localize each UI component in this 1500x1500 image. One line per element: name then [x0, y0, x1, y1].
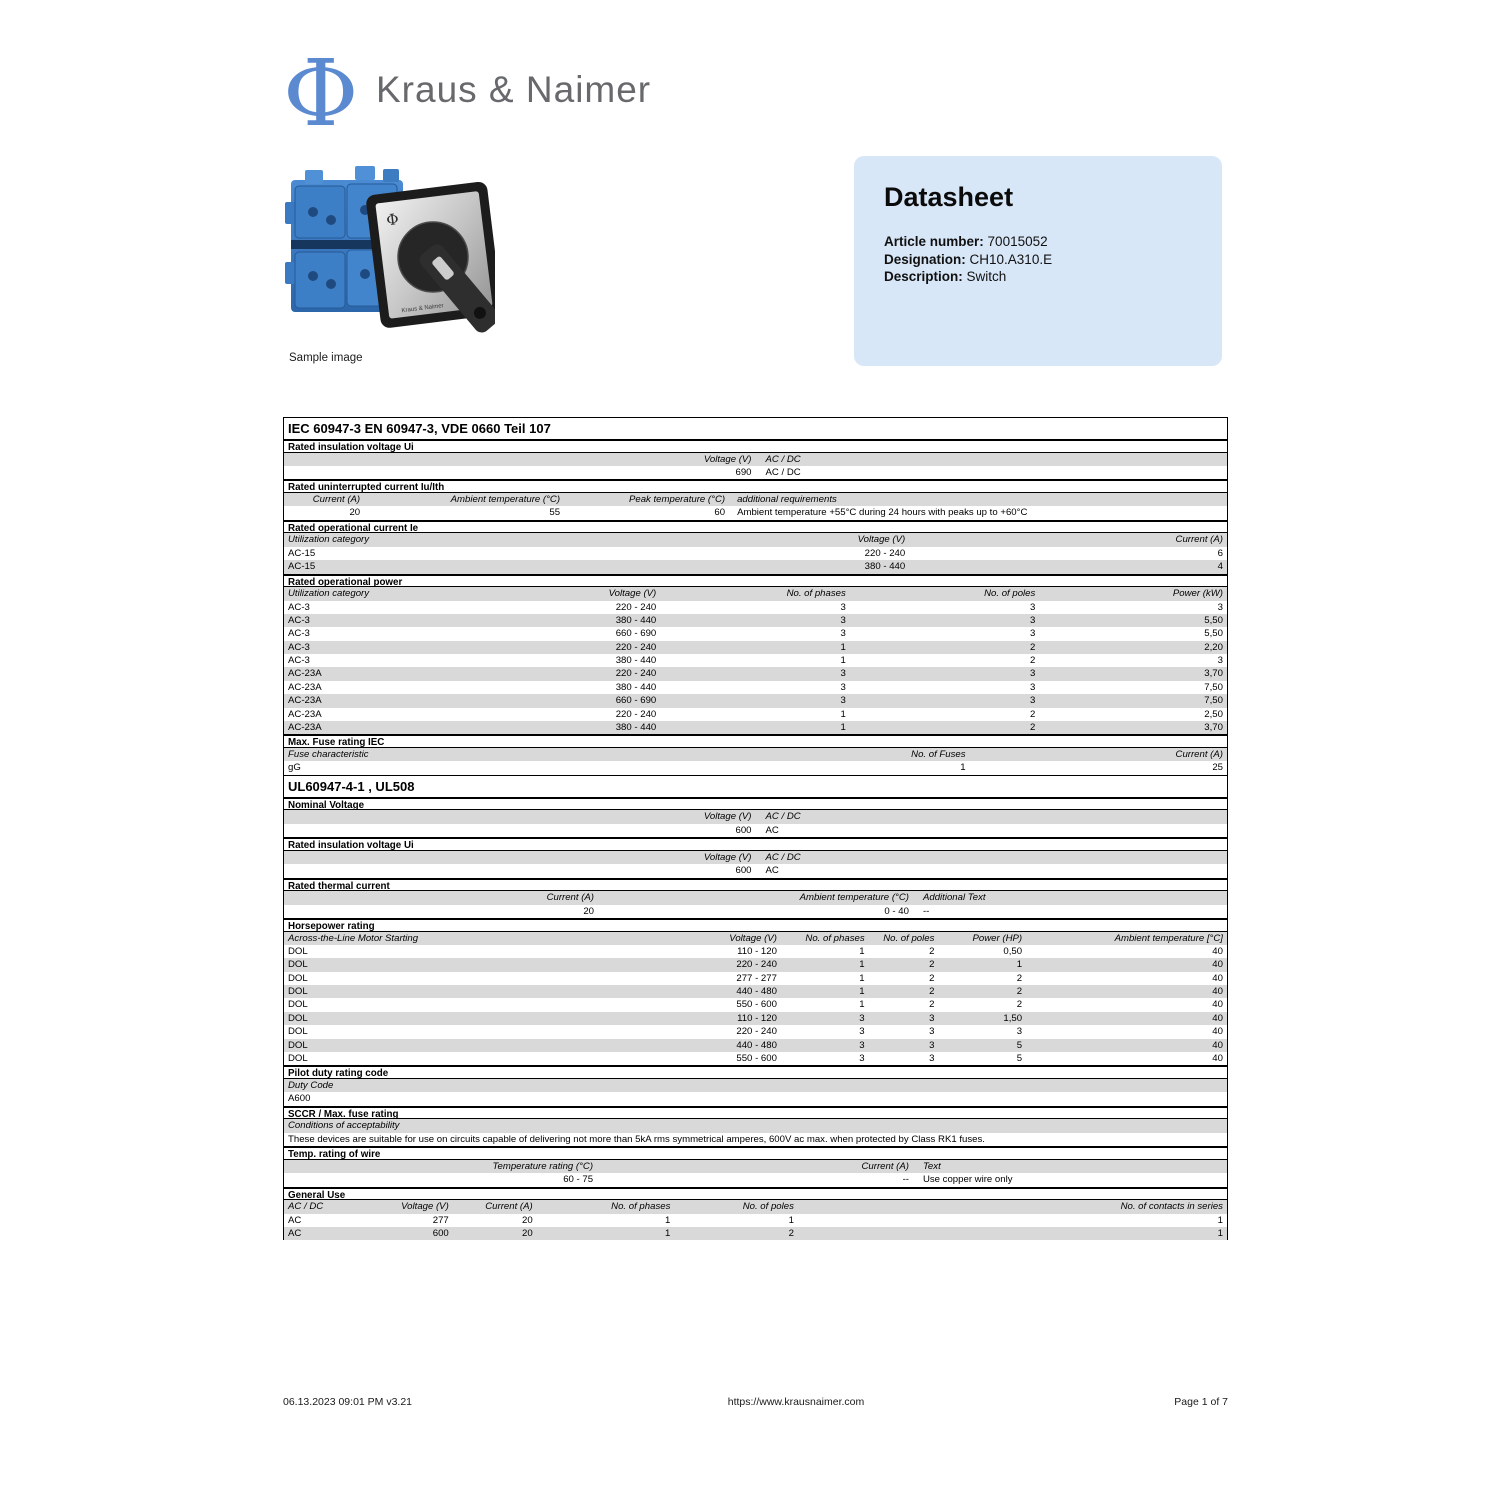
table-cell: 20: [349, 507, 361, 519]
table-row: [284, 1214, 1227, 1227]
table-cell: Duty Code: [288, 1080, 334, 1091]
table-cell: No. of poles: [984, 588, 1036, 600]
table-cell: Voltage (V): [857, 534, 906, 546]
table-cell: 220 - 240: [736, 1026, 777, 1038]
table-cell: 2: [1016, 986, 1023, 998]
table-cell: 40: [1212, 1012, 1223, 1024]
table-cell: Current (A): [312, 493, 361, 505]
table-row: [284, 864, 1227, 877]
table-row: [284, 972, 1227, 985]
spec-table: [283, 417, 1228, 1240]
table-cell: Voltage (V): [401, 1201, 449, 1213]
table-cell: 2: [929, 959, 935, 971]
table-cell: DOL: [288, 1039, 308, 1051]
table-section-header: Pilot duty rating code: [284, 1065, 1227, 1079]
article-number-label: Article number:: [884, 234, 984, 249]
table-row: [284, 627, 1227, 640]
table-row: [284, 560, 1227, 573]
table-cell: 220 - 240: [615, 708, 657, 720]
table-cell: 1: [840, 708, 846, 720]
table-cell: Temperature rating (°C): [492, 1160, 594, 1172]
table-section-header: Rated operational current Ie: [284, 520, 1227, 534]
table-row: [284, 654, 1227, 667]
table-cell: 40: [1212, 1053, 1223, 1065]
table-cell: 6: [1217, 547, 1223, 559]
table-cell: 1: [840, 655, 846, 667]
table-cell: 380 - 440: [615, 614, 657, 626]
table-cell: 7,50: [1204, 695, 1223, 707]
product-image: [283, 160, 495, 352]
description-row: [884, 268, 1052, 286]
table-column-header-row: [284, 587, 1227, 600]
footer-url: https://www.krausnaimer.com: [727, 1396, 865, 1408]
table-cell: 1: [1016, 959, 1023, 971]
table-cell: Utilization category: [288, 534, 370, 546]
table-cell: AC-23A: [288, 722, 322, 734]
table-cell: 0 - 40: [884, 905, 909, 917]
table-cell: 3: [840, 681, 846, 693]
table-cell: AC: [288, 1227, 302, 1239]
table-cell: Current (A): [1175, 534, 1223, 546]
table-cell: 5: [1016, 1039, 1023, 1051]
table-cell: AC-23A: [288, 681, 322, 693]
table-cell: 60 - 75: [563, 1174, 594, 1186]
table-cell: 2: [1016, 999, 1023, 1011]
table-cell: DOL: [288, 959, 308, 971]
table-row: [284, 667, 1227, 680]
table-row: [284, 601, 1227, 614]
table-cell: 3: [840, 668, 846, 680]
table-cell: DOL: [288, 1053, 308, 1065]
table-cell: 40: [1212, 959, 1223, 971]
table-cell: 660 - 690: [615, 628, 657, 640]
table-cell: AC-3: [288, 628, 310, 640]
table-cell: 1: [1217, 1227, 1223, 1239]
article-number-row: [884, 233, 1052, 251]
table-cell: 55: [549, 507, 561, 519]
table-cell: 110 - 120: [737, 945, 777, 957]
table-cell: 2: [1016, 972, 1023, 984]
table-row: [284, 945, 1227, 958]
table-row: [284, 681, 1227, 694]
table-cell: 380 - 440: [615, 722, 657, 734]
table-row: [284, 547, 1227, 560]
table-cell: gG: [288, 762, 301, 774]
table-row: [284, 641, 1227, 654]
table-cell: DOL: [288, 986, 308, 998]
table-cell: 5,50: [1204, 628, 1223, 640]
table-cell: 1: [960, 762, 966, 774]
table-cell: 2: [929, 999, 935, 1011]
table-column-header-row: [284, 1200, 1227, 1213]
table-cell: 1: [859, 999, 865, 1011]
table-column-header-row: [284, 891, 1227, 904]
table-cell: No. of poles: [742, 1201, 794, 1213]
table-cell: Use copper wire only: [922, 1174, 1013, 1186]
table-cell: 3: [929, 1053, 935, 1065]
table-cell: 660 - 690: [615, 695, 657, 707]
table-cell: 20: [522, 1214, 533, 1226]
description-label: Description:: [884, 269, 963, 285]
table-cell: additional requirements: [737, 493, 837, 505]
table-cell: Fuse characteristic: [288, 749, 369, 760]
table-cell: AC-23A: [288, 668, 322, 680]
table-row: [284, 466, 1227, 479]
table-cell: 40: [1212, 1026, 1223, 1038]
table-cell: 3: [859, 1012, 865, 1024]
table-cell: 600: [735, 865, 752, 877]
table-cell: 3: [840, 601, 846, 613]
table-cell: 2: [1029, 641, 1036, 653]
table-cell: Additional Text: [922, 892, 986, 904]
table-cell: 3: [1029, 614, 1036, 626]
table-cell: AC-23A: [288, 695, 322, 707]
article-number-value: 70015052: [987, 234, 1048, 249]
table-section-header: Max. Fuse rating IEC: [284, 734, 1227, 748]
table-cell: AC-3: [288, 614, 310, 626]
table-column-header-row: [284, 533, 1227, 546]
table-section-header: Rated insulation voltage Ui: [284, 837, 1227, 851]
table-cell: 3: [840, 628, 846, 640]
table-cell: --: [922, 905, 930, 917]
table-cell: AC: [765, 865, 779, 877]
table-section-header: Rated uninterrupted current Iu/Ith: [284, 479, 1227, 493]
table-title: UL60947-4-1 , UL508: [284, 775, 1227, 797]
table-cell: AC-15: [288, 547, 316, 559]
table-column-header-row: [284, 748, 1227, 761]
table-section-header: Temp. rating of wire: [284, 1146, 1227, 1160]
switch-illustration: [283, 160, 495, 352]
table-cell: Ambient temperature (°C): [799, 892, 909, 904]
table-cell: Power (kW): [1172, 588, 1223, 600]
table-cell: 3: [929, 1039, 935, 1051]
table-cell: A600: [288, 1093, 311, 1105]
table-row: [284, 708, 1227, 721]
table-cell: 3: [859, 1039, 865, 1051]
table-cell: 3: [840, 614, 846, 626]
table-cell: Ambient temperature [°C]: [1114, 932, 1223, 944]
table-cell: 3: [929, 1012, 935, 1024]
table-row: [284, 1025, 1227, 1038]
table-row: [284, 958, 1227, 971]
table-section-header: Rated thermal current: [284, 878, 1227, 892]
kraus-naimer-phi-logo-icon: Φ: [283, 40, 359, 147]
designation-row: [884, 251, 1052, 269]
table-cell: 7,50: [1204, 681, 1223, 693]
table-row: [284, 614, 1227, 627]
table-cell: 2: [929, 986, 935, 998]
svg-text:Φ: Φ: [385, 209, 400, 230]
table-cell: 3: [1029, 695, 1036, 707]
table-column-header-row: [284, 1079, 1227, 1092]
table-cell: Power (HP): [972, 932, 1023, 944]
table-cell: AC-3: [288, 601, 310, 613]
table-cell: 220 - 240: [615, 601, 657, 613]
table-row: [284, 998, 1227, 1011]
table-cell: 220 - 240: [736, 959, 777, 971]
table-section-header: Nominal Voltage: [284, 797, 1227, 811]
table-cell: 2: [929, 972, 935, 984]
table-cell: AC / DC: [765, 453, 801, 465]
table-cell: Voltage (V): [608, 588, 657, 600]
table-cell: 4: [1217, 561, 1223, 573]
table-cell: 40: [1212, 986, 1223, 998]
table-cell: 380 - 440: [864, 561, 906, 573]
table-cell: Voltage (V): [703, 453, 752, 465]
table-column-header-row: [284, 1160, 1227, 1173]
table-column-header-row: [284, 932, 1227, 945]
datasheet-card: [854, 156, 1222, 366]
table-cell: No. of contacts in series: [1120, 1201, 1223, 1213]
footer-date-version: 06.13.2023 09:01 PM v3.21: [283, 1396, 413, 1408]
table-cell: Text: [922, 1160, 941, 1172]
table-cell: No. of phases: [611, 1201, 671, 1213]
table-cell: DOL: [288, 972, 308, 984]
table-cell: 1: [1217, 1214, 1223, 1226]
table-cell: 0,50: [1003, 945, 1023, 957]
table-cell: No. of phases: [786, 588, 846, 600]
table-cell: 2: [1029, 722, 1036, 734]
table-cell: 550 - 600: [736, 1053, 777, 1065]
page-footer: [283, 1396, 1228, 1412]
table-row: [284, 1092, 1227, 1105]
table-cell: AC-15: [288, 561, 316, 573]
table-cell: AC-23A: [288, 708, 322, 720]
table-section-header: Rated insulation voltage Ui: [284, 439, 1227, 453]
table-row: [284, 905, 1227, 918]
table-cell: 1: [859, 945, 865, 957]
table-cell: 2: [929, 945, 935, 957]
table-cell: 1: [859, 972, 865, 984]
designation-value: CH10.A310.E: [969, 251, 1053, 267]
table-cell: Across-the-Line Motor Starting: [288, 932, 419, 944]
table-cell: 5,50: [1204, 614, 1223, 626]
table-cell: 25: [1212, 762, 1223, 774]
table-cell: AC-3: [288, 641, 310, 653]
table-cell: 40: [1212, 972, 1223, 984]
table-cell: 1: [859, 959, 865, 971]
table-cell: These devices are suitable for use on circuits capable of delivering not more than 5kA rms symmetrical amperes, 600V ac max. when protected by Class RK1 fuses.: [288, 1133, 985, 1145]
datasheet-card-fields: [884, 233, 1052, 286]
table-cell: 40: [1212, 1039, 1223, 1051]
table-row: [284, 694, 1227, 707]
table-cell: 3,70: [1204, 722, 1223, 734]
table-cell: 380 - 440: [615, 681, 657, 693]
table-cell: 40: [1212, 945, 1223, 957]
table-column-header-row: [284, 851, 1227, 864]
table-cell: 277: [432, 1214, 449, 1226]
table-cell: 600: [735, 824, 752, 836]
table-cell: 5: [1016, 1053, 1023, 1065]
table-column-header-row: [284, 493, 1227, 506]
table-cell: 2,50: [1204, 708, 1223, 720]
table-cell: 60: [714, 507, 726, 519]
table-cell: 2: [1029, 708, 1036, 720]
table-cell: 440 - 480: [736, 986, 777, 998]
table-cell: Current (A): [546, 892, 595, 904]
table-cell: 3: [1029, 628, 1036, 640]
table-cell: Conditions of acceptability: [288, 1120, 400, 1132]
table-row: [284, 1052, 1227, 1065]
table-row: [284, 1227, 1227, 1240]
table-cell: 220 - 240: [615, 641, 657, 653]
table-cell: 20: [522, 1227, 533, 1239]
table-section-header: Rated operational power: [284, 574, 1227, 588]
table-cell: 3: [1217, 601, 1223, 613]
table-row: [284, 1039, 1227, 1052]
table-cell: Current (A): [1175, 749, 1223, 760]
description-value: Switch: [966, 269, 1007, 285]
table-cell: 220 - 240: [615, 668, 657, 680]
table-cell: 2: [1029, 655, 1036, 667]
table-row: [284, 1012, 1227, 1025]
table-cell: Ambient temperature +55°C during 24 hours with peaks up to +60°C: [737, 507, 1028, 519]
table-section-header: General Use: [284, 1187, 1227, 1201]
table-title: IEC 60947-3 EN 60947-3, VDE 0660 Teil 107: [288, 421, 551, 436]
table-cell: No. of phases: [805, 932, 865, 944]
table-cell: 110 - 120: [737, 1012, 777, 1024]
table-cell: 20: [583, 905, 595, 917]
table-cell: 1: [840, 641, 846, 653]
table-cell: Utilization category: [288, 588, 370, 600]
table-cell: 380 - 440: [615, 655, 657, 667]
table-cell: AC / DC: [765, 851, 801, 863]
table-cell: 3: [929, 1026, 935, 1038]
table-column-header-row: [284, 1119, 1227, 1132]
table-cell: 1: [788, 1214, 794, 1226]
table-cell: DOL: [288, 1026, 308, 1038]
table-column-header-row: [284, 453, 1227, 466]
table-row: [284, 824, 1227, 837]
table-cell: 277 - 277: [736, 972, 777, 984]
table-cell: 600: [432, 1227, 449, 1239]
table-cell: 440 - 480: [736, 1039, 777, 1051]
table-cell: Voltage (V): [703, 851, 752, 863]
footer-page-number: Page 1 of 7: [1174, 1396, 1228, 1408]
table-cell: AC / DC: [765, 466, 801, 478]
table-cell: 1,50: [1003, 1012, 1023, 1024]
table-cell: 3: [1029, 601, 1036, 613]
table-column-header-row: [284, 810, 1227, 823]
table-section-header: SCCR / Max. fuse rating: [284, 1106, 1227, 1120]
table-cell: 1: [859, 986, 865, 998]
table-cell: 690: [735, 466, 752, 478]
table-cell: 3: [859, 1053, 865, 1065]
datasheet-card-title: Datasheet: [884, 182, 1014, 212]
table-cell: No. of poles: [883, 932, 935, 944]
table-cell: 2: [788, 1227, 794, 1239]
table-cell: Current (A): [485, 1201, 533, 1213]
table-cell: 3: [1029, 668, 1036, 680]
table-cell: 1: [665, 1227, 671, 1239]
table-section-header: Horsepower rating: [284, 918, 1227, 932]
table-cell: AC: [288, 1214, 302, 1226]
table-cell: Voltage (V): [703, 811, 752, 823]
table-cell: 550 - 600: [736, 999, 777, 1011]
table-row: [284, 721, 1227, 734]
table-cell: 3,70: [1204, 668, 1223, 680]
table-cell: 2,20: [1204, 641, 1223, 653]
svg-text:Kraus & Naimer: Kraus & Naimer: [401, 303, 445, 315]
table-row: [284, 506, 1227, 519]
table-row: [284, 985, 1227, 998]
table-cell: 1: [665, 1214, 671, 1226]
table-cell: 3: [859, 1026, 865, 1038]
table-cell: 220 - 240: [864, 547, 906, 559]
brand-name: Kraus & Naimer: [376, 69, 652, 110]
table-cell: 3: [1029, 681, 1036, 693]
table-cell: DOL: [288, 999, 308, 1011]
table-cell: AC: [765, 824, 779, 836]
table-cell: 3: [1217, 655, 1223, 667]
table-cell: DOL: [288, 945, 308, 957]
table-cell: DOL: [288, 1012, 308, 1024]
designation-label: Designation:: [884, 251, 966, 267]
table-cell: --: [902, 1174, 909, 1186]
table-row: [284, 1133, 1227, 1146]
table-cell: AC / DC: [288, 1201, 324, 1213]
table-cell: No. of Fuses: [911, 749, 966, 760]
table-row: [284, 761, 1227, 774]
sample-image-caption: Sample image: [289, 352, 363, 364]
table-cell: 3: [1016, 1026, 1023, 1038]
table-cell: AC-3: [288, 655, 310, 667]
table-cell: Peak temperature (°C): [628, 493, 726, 505]
table-cell: Ambient temperature (°C): [450, 493, 561, 505]
table-row: [284, 1173, 1227, 1186]
table-cell: AC / DC: [765, 811, 801, 823]
table-cell: 1: [840, 722, 846, 734]
table-cell: Voltage (V): [729, 932, 777, 944]
table-cell: 40: [1212, 999, 1223, 1011]
table-cell: 3: [840, 695, 846, 707]
table-cell: Current (A): [861, 1160, 909, 1172]
